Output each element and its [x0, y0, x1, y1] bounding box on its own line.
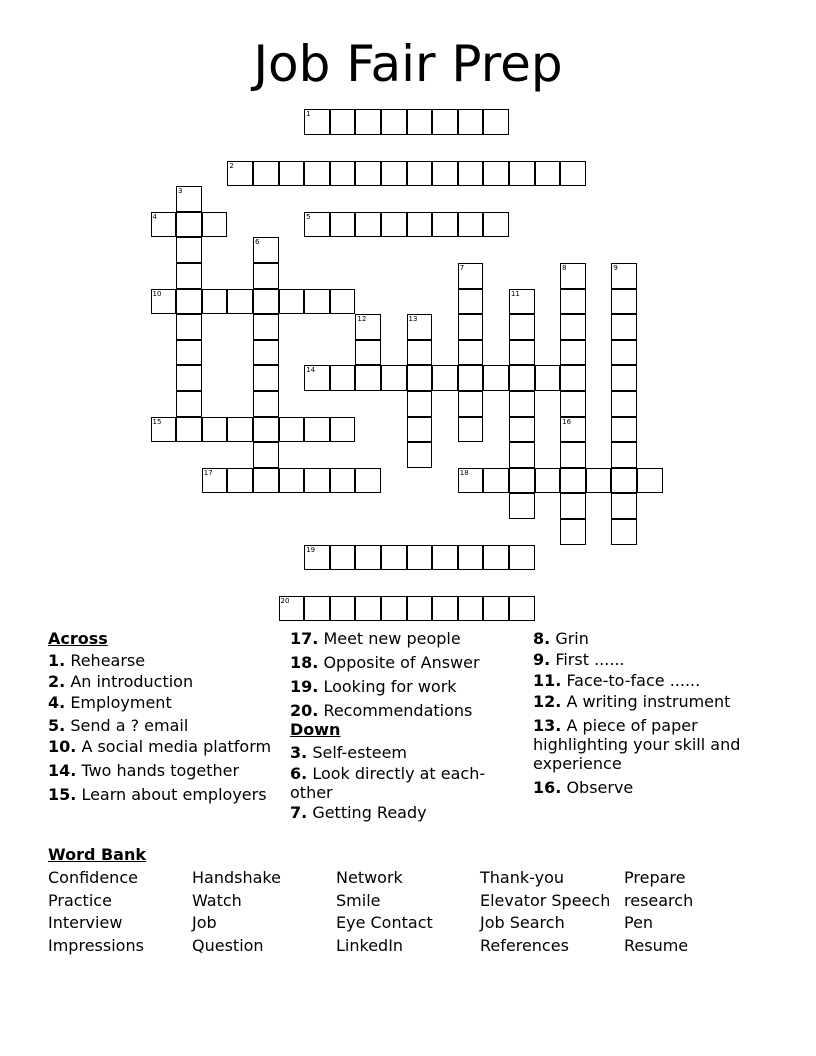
crossword-cell[interactable] [330, 417, 356, 443]
crossword-cell[interactable] [279, 289, 305, 315]
crossword-cell[interactable] [176, 391, 202, 417]
clue-across-2: 2. An introduction [48, 672, 194, 691]
cell-number: 14 [306, 366, 316, 375]
crossword-cell[interactable] [253, 391, 279, 417]
clue-across-15: 15. Learn about employers [48, 785, 267, 804]
crossword-cell[interactable] [509, 289, 535, 315]
cell-number: 2 [229, 161, 234, 170]
crossword-cell[interactable] [509, 493, 535, 519]
crossword-cell[interactable] [407, 314, 433, 340]
crossword-cell[interactable] [509, 340, 535, 366]
clue-across-20: 20. Recommendations [290, 701, 473, 720]
crossword-cell[interactable] [560, 340, 586, 366]
crossword-cell[interactable] [355, 314, 381, 340]
clue-down-7: 7. Getting Ready [290, 803, 427, 822]
crossword-cell[interactable] [509, 596, 535, 622]
crossword-cell[interactable] [227, 417, 253, 443]
crossword-cell[interactable] [253, 289, 279, 315]
crossword-cell[interactable] [458, 340, 484, 366]
crossword-cell[interactable] [176, 417, 202, 443]
clue-down-3: 3. Self-esteem [290, 743, 408, 762]
crossword-cell[interactable] [560, 519, 586, 545]
crossword-cell[interactable] [509, 417, 535, 443]
cell-number: 15 [152, 417, 162, 426]
across-heading: Across [48, 629, 108, 648]
crossword-cell[interactable] [458, 417, 484, 443]
crossword-cell[interactable] [253, 365, 279, 391]
crossword-cell[interactable] [432, 212, 458, 238]
clue-down-13: 13. A piece of paper highlighting your skill and experience [533, 716, 741, 773]
crossword-cell[interactable] [355, 109, 381, 135]
crossword-cell[interactable] [176, 340, 202, 366]
crossword-cell[interactable] [330, 365, 356, 391]
crossword-cell[interactable] [509, 391, 535, 417]
cell-number: 1 [306, 110, 311, 119]
word-bank-item: Prepare [624, 868, 686, 887]
word-bank-item: Elevator Speech [480, 891, 611, 910]
crossword-cell[interactable] [560, 391, 586, 417]
crossword-cell[interactable] [355, 545, 381, 571]
crossword-cell[interactable] [279, 596, 305, 622]
crossword-cell[interactable] [483, 161, 509, 187]
clue-across-4: 4. Employment [48, 693, 172, 712]
crossword-cell[interactable] [458, 263, 484, 289]
crossword-cell[interactable] [586, 468, 612, 494]
crossword-cell[interactable] [483, 596, 509, 622]
clue-across-5: 5. Send a ? email [48, 716, 189, 735]
crossword-cell[interactable] [458, 545, 484, 571]
crossword-cell[interactable] [355, 340, 381, 366]
crossword-cell[interactable] [330, 109, 356, 135]
crossword-cell[interactable] [304, 212, 330, 238]
crossword-cell[interactable] [304, 161, 330, 187]
crossword-cell[interactable] [483, 212, 509, 238]
crossword-cell[interactable] [279, 161, 305, 187]
crossword-cell[interactable] [535, 161, 561, 187]
crossword-cell[interactable] [176, 212, 202, 238]
crossword-cell[interactable] [176, 314, 202, 340]
crossword-cell[interactable] [407, 596, 433, 622]
cell-number: 17 [203, 468, 213, 477]
crossword-cell[interactable] [381, 212, 407, 238]
crossword-cell[interactable] [253, 417, 279, 443]
crossword-cell[interactable] [611, 442, 637, 468]
clue-down-6: 6. Look directly at each-other [290, 764, 486, 802]
clue-down-9: 9. First ...... [533, 650, 625, 669]
crossword-cell[interactable] [407, 212, 433, 238]
crossword-cell[interactable] [432, 545, 458, 571]
crossword-cell[interactable] [611, 263, 637, 289]
crossword-cell[interactable] [611, 493, 637, 519]
crossword-cell[interactable] [483, 468, 509, 494]
clue-across-1: 1. Rehearse [48, 651, 146, 670]
crossword-cell[interactable] [560, 442, 586, 468]
cell-number: 3 [178, 187, 183, 196]
crossword-cell[interactable] [432, 365, 458, 391]
crossword-cell[interactable] [176, 365, 202, 391]
clue-down-11: 11. Face-to-face ...... [533, 671, 701, 690]
clue-across-14: 14. Two hands together [48, 761, 240, 780]
crossword-cell[interactable] [458, 212, 484, 238]
crossword-cell[interactable] [560, 365, 586, 391]
word-bank-item: LinkedIn [336, 936, 404, 955]
clue-column-2 [290, 629, 522, 822]
word-bank-item: Job [192, 913, 217, 932]
word-bank-heading: Word Bank [48, 845, 147, 864]
crossword-cell[interactable] [355, 468, 381, 494]
crossword-cell[interactable] [407, 109, 433, 135]
crossword-cell[interactable] [304, 468, 330, 494]
clue-across-19: 19. Looking for work [290, 677, 457, 696]
crossword-cell[interactable] [407, 417, 433, 443]
crossword-cell[interactable] [227, 468, 253, 494]
word-bank-item: Confidence [48, 868, 138, 887]
crossword-cell[interactable] [611, 289, 637, 315]
crossword-cell[interactable] [227, 161, 253, 187]
crossword-cell[interactable] [509, 314, 535, 340]
crossword-cell[interactable] [458, 596, 484, 622]
clue-down-8: 8. Grin [533, 629, 589, 648]
crossword-cell[interactable] [253, 314, 279, 340]
clue-column-1 [48, 629, 280, 804]
crossword-cell[interactable] [407, 340, 433, 366]
cell-number: 8 [562, 263, 567, 272]
word-bank-item: Interview [48, 913, 123, 932]
crossword-cell[interactable] [407, 161, 433, 187]
crossword-cell[interactable] [304, 596, 330, 622]
word-bank-item: Handshake [192, 868, 281, 887]
word-bank-item: Practice [48, 891, 112, 910]
crossword-cell[interactable] [176, 263, 202, 289]
crossword-cell[interactable] [483, 365, 509, 391]
crossword-cell[interactable] [304, 545, 330, 571]
crossword-cell[interactable] [560, 289, 586, 315]
crossword-cell[interactable] [509, 442, 535, 468]
crossword-cell[interactable] [458, 289, 484, 315]
crossword-cell[interactable] [407, 442, 433, 468]
cell-number: 5 [306, 212, 311, 221]
crossword-cell[interactable] [151, 417, 177, 443]
crossword-cell[interactable] [202, 417, 228, 443]
cell-number: 7 [459, 263, 465, 272]
crossword-cell[interactable] [458, 314, 484, 340]
down-heading: Down [290, 720, 341, 739]
crossword-cell[interactable] [253, 340, 279, 366]
crossword-cell[interactable] [509, 161, 535, 187]
word-bank-item: Impressions [48, 936, 144, 955]
cell-number: 20 [280, 596, 290, 605]
clue-down-12: 12. A writing instrument [533, 692, 731, 711]
crossword-cell[interactable] [560, 493, 586, 519]
clue-across-10: 10. A social media platform [48, 737, 272, 756]
crossword-cell[interactable] [176, 237, 202, 263]
crossword-cell[interactable] [151, 289, 177, 315]
crossword-cell[interactable] [611, 314, 637, 340]
crossword-cell[interactable] [407, 365, 433, 391]
cell-number: 6 [254, 238, 260, 247]
crossword-cell[interactable] [458, 391, 484, 417]
word-bank-item: Smile [336, 891, 381, 910]
clue-column-3 [533, 629, 765, 797]
crossword-cell[interactable] [611, 391, 637, 417]
crossword-cell[interactable] [535, 365, 561, 391]
crossword-cell[interactable] [560, 417, 586, 443]
crossword-cell[interactable] [432, 596, 458, 622]
crossword-cell[interactable] [202, 212, 228, 238]
crossword-cell[interactable] [330, 468, 356, 494]
crossword-cell[interactable] [458, 109, 484, 135]
crossword-cell[interactable] [304, 365, 330, 391]
cell-number: 12 [357, 315, 367, 324]
clue-across-18: 18. Opposite of Answer [290, 653, 480, 672]
word-bank-item: Pen [624, 913, 654, 932]
crossword-cell[interactable] [458, 365, 484, 391]
cell-number: 19 [306, 545, 316, 554]
cell-number: 4 [152, 212, 158, 221]
word-bank-item: Network [336, 868, 403, 887]
crossword-cell[interactable] [407, 545, 433, 571]
crossword-cell[interactable] [483, 109, 509, 135]
crossword-cell[interactable] [355, 212, 381, 238]
crossword-cell[interactable] [355, 365, 381, 391]
crossword-cell[interactable] [151, 212, 177, 238]
crossword-cell[interactable] [381, 545, 407, 571]
crossword-cell[interactable] [458, 161, 484, 187]
clue-across-17: 17. Meet new people [290, 629, 461, 648]
crossword-cell[interactable] [611, 468, 637, 494]
crossword-cell[interactable] [381, 161, 407, 187]
cell-number: 13 [408, 315, 418, 324]
crossword-cell[interactable] [279, 417, 305, 443]
crossword-cell[interactable] [304, 289, 330, 315]
crossword-cell[interactable] [227, 289, 253, 315]
word-bank-item: Watch [192, 891, 242, 910]
word-bank-item: research [624, 891, 694, 910]
crossword-cell[interactable] [611, 519, 637, 545]
crossword-cell[interactable] [330, 596, 356, 622]
crossword-cell[interactable] [355, 161, 381, 187]
crossword-cell[interactable] [202, 289, 228, 315]
crossword-cell[interactable] [535, 468, 561, 494]
crossword-cell[interactable] [483, 545, 509, 571]
crossword-cell[interactable] [253, 237, 279, 263]
crossword-cell[interactable] [381, 109, 407, 135]
crossword-cell[interactable] [330, 545, 356, 571]
word-bank-item: Resume [624, 936, 689, 955]
crossword-cell[interactable] [304, 417, 330, 443]
cell-number: 11 [510, 289, 520, 298]
crossword-cell[interactable] [330, 289, 356, 315]
crossword-cell[interactable] [560, 314, 586, 340]
crossword-cell[interactable] [304, 109, 330, 135]
word-bank-item: Thank-you [480, 868, 565, 887]
crossword-cell[interactable] [432, 109, 458, 135]
crossword-cell[interactable] [253, 442, 279, 468]
cell-number: 18 [459, 468, 469, 477]
crossword-cell[interactable] [330, 161, 356, 187]
crossword-cell[interactable] [253, 161, 279, 187]
crossword-cell[interactable] [176, 289, 202, 315]
crossword-cell[interactable] [202, 468, 228, 494]
crossword-cell[interactable] [381, 596, 407, 622]
crossword-cell[interactable] [611, 340, 637, 366]
word-bank-item: Eye Contact [336, 913, 433, 932]
crossword-cell[interactable] [330, 212, 356, 238]
crossword-cell[interactable] [253, 263, 279, 289]
word-bank-item: Question [192, 936, 264, 955]
crossword-cell[interactable] [176, 186, 202, 212]
crossword-cell[interactable] [458, 468, 484, 494]
clue-down-16: 16. Observe [533, 778, 634, 797]
crossword-cell[interactable] [611, 365, 637, 391]
crossword-cell[interactable] [560, 468, 586, 494]
crossword-cell[interactable] [253, 468, 279, 494]
crossword-cell[interactable] [509, 468, 535, 494]
crossword-cell[interactable] [509, 365, 535, 391]
crossword-cell[interactable] [355, 596, 381, 622]
crossword-cell[interactable] [381, 365, 407, 391]
crossword-cell[interactable] [637, 468, 663, 494]
cell-number: 9 [613, 263, 618, 272]
page-title: Job Fair Prep [253, 35, 563, 93]
word-bank-item: Job Search [480, 913, 565, 932]
cell-number: 16 [562, 417, 572, 426]
crossword-cell[interactable] [279, 468, 305, 494]
crossword-cell[interactable] [560, 263, 586, 289]
cell-number: 10 [152, 289, 162, 298]
crossword-cell[interactable] [509, 545, 535, 571]
word-bank-item: References [480, 936, 569, 955]
crossword-cell[interactable] [560, 161, 586, 187]
crossword-cell[interactable] [407, 391, 433, 417]
crossword-cell[interactable] [432, 161, 458, 187]
crossword-cell[interactable] [611, 417, 637, 443]
